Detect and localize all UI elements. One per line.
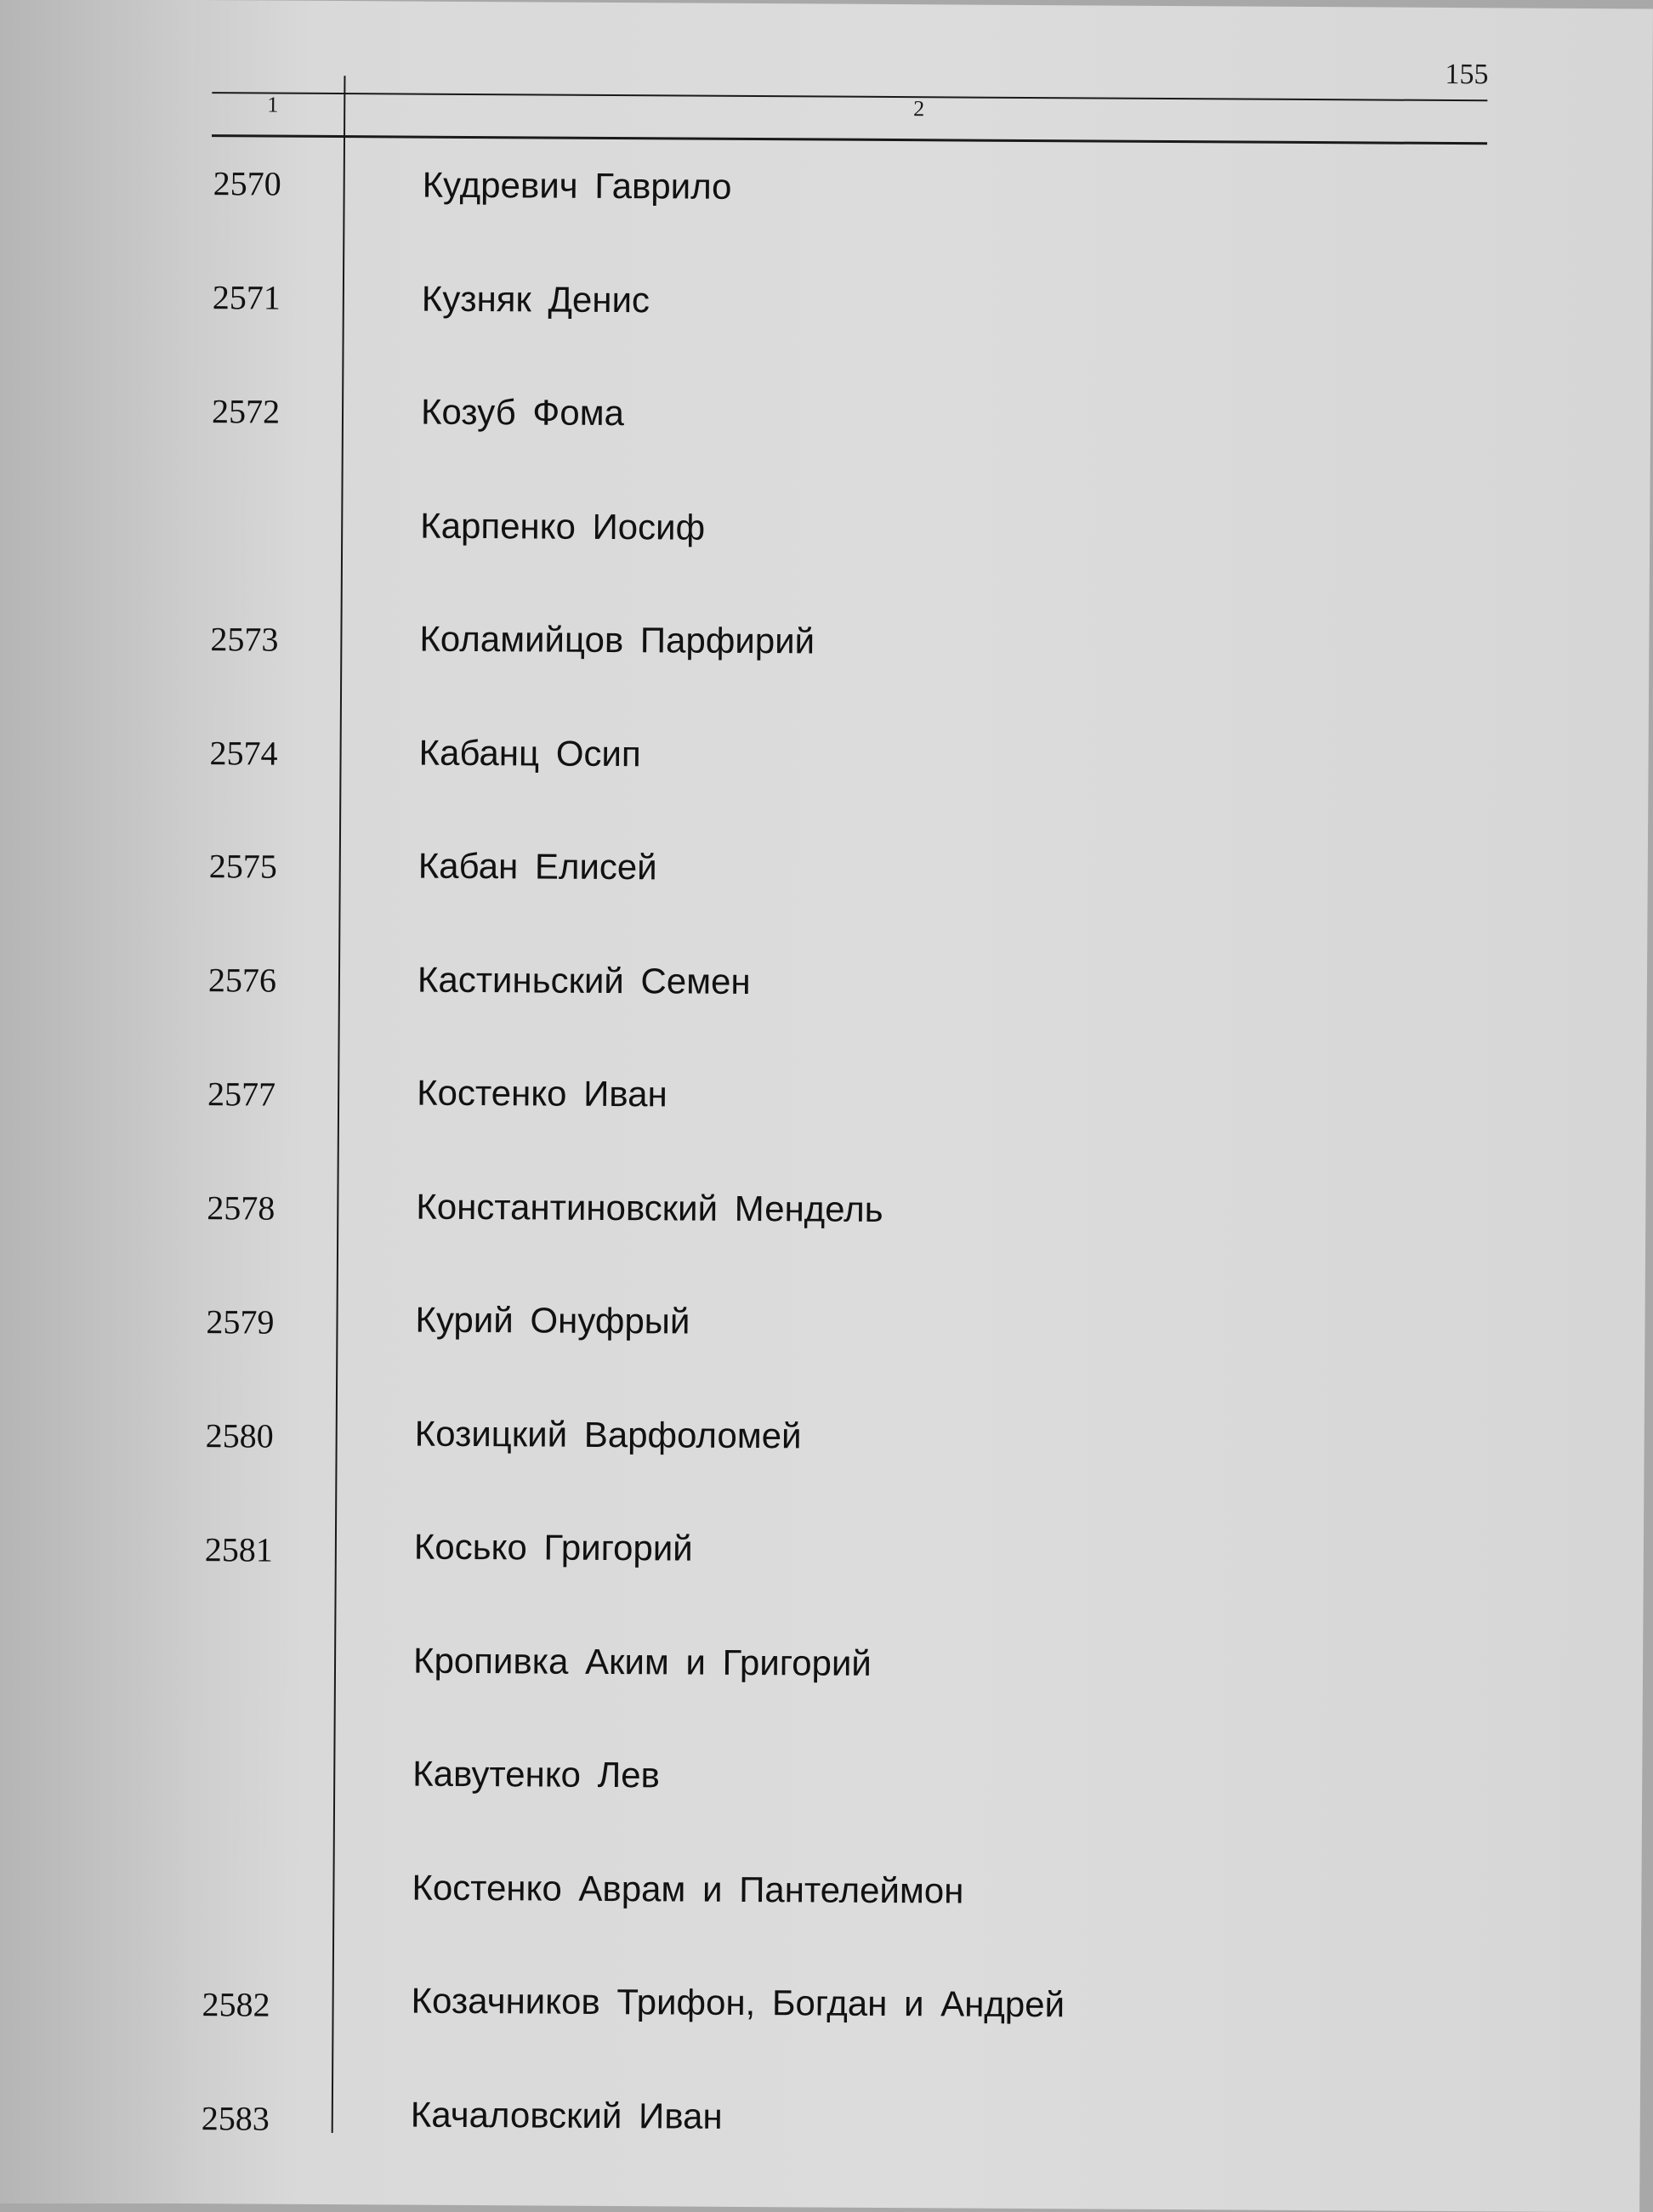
page-number: 155 [1445, 58, 1489, 91]
row-number: 2582 [202, 1985, 270, 2024]
row-number: 2578 [207, 1188, 276, 1228]
row-name: Косько Григорий [413, 1526, 693, 1568]
row-name: Константиновский Мендель [416, 1186, 883, 1229]
table-row [185, 1752, 1545, 1829]
table-row [186, 1525, 1547, 1602]
table-top-rule [212, 92, 1487, 101]
row-name: Карпенко Иосиф [420, 505, 706, 547]
table-row [193, 390, 1554, 467]
row-name: Кавутенко Лев [412, 1753, 661, 1795]
row-number: 2573 [210, 619, 279, 659]
row-number: 2576 [207, 961, 277, 1000]
row-name: Кудревич Гаврило [422, 164, 732, 207]
row-number: 2571 [212, 278, 281, 317]
row-number: 2583 [201, 2099, 270, 2138]
facing-page-edge [0, 0, 204, 2203]
table-row [192, 503, 1553, 580]
document-page [182, 0, 1653, 2212]
table-row [190, 730, 1551, 807]
table-row [189, 1071, 1549, 1148]
table-row [186, 1411, 1547, 1488]
row-number: 2574 [209, 733, 278, 773]
row-name: Коламийцов Парфирий [419, 618, 815, 661]
row-name: Кабан Елисей [418, 845, 657, 888]
table-row [185, 1638, 1546, 1715]
table-row [190, 957, 1550, 1034]
row-name: Козуб Фома [420, 391, 625, 434]
table-row [182, 2092, 1542, 2169]
table-row [188, 1184, 1548, 1261]
column-header-1: 1 [267, 92, 279, 117]
row-number: 2579 [206, 1302, 275, 1341]
table-row [191, 617, 1552, 694]
table-row [183, 1979, 1543, 2056]
row-name: Кузняк Денис [421, 278, 650, 320]
row-number: 2581 [204, 1529, 274, 1569]
table-row [194, 163, 1554, 240]
row-name: Кабанц Осип [418, 732, 641, 774]
row-number: 2572 [211, 391, 281, 431]
row-number: 2570 [213, 164, 281, 203]
row-name: Качаловский Иван [410, 2094, 723, 2136]
row-name: Костенко Аврам и Пантелеймон [412, 1867, 964, 1911]
row-name: Курий Онуфрый [415, 1299, 690, 1341]
column-header-2: 2 [913, 96, 925, 122]
row-name: Кропивка Аким и Григорий [412, 1640, 872, 1683]
table-row [194, 276, 1554, 353]
row-number: 2577 [207, 1075, 276, 1114]
row-name: Козачников Трифон, Богдан и Андрей [411, 1980, 1065, 2025]
table-row [184, 1865, 1544, 1942]
row-number: 2580 [205, 1415, 274, 1455]
table-row [190, 844, 1550, 921]
row-name: Костенко Иван [417, 1072, 667, 1115]
row-name: Козицкий Варфоломей [414, 1413, 802, 1455]
table-header-rule [212, 134, 1487, 145]
row-number: 2575 [208, 847, 277, 886]
table-row [187, 1298, 1548, 1375]
row-name: Кастиньский Семен [417, 959, 751, 1001]
